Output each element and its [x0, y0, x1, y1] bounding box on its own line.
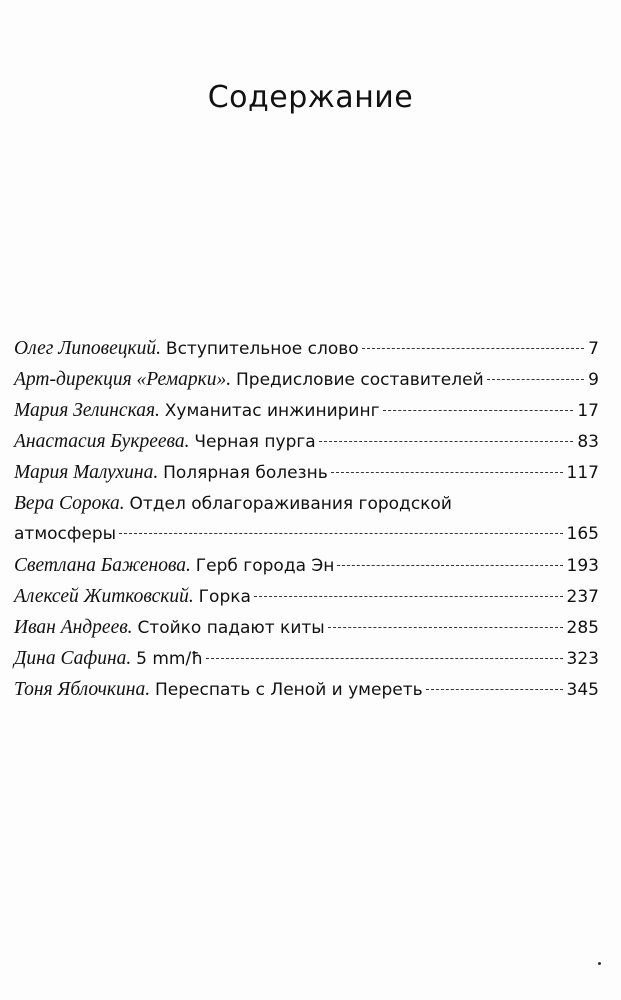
toc-entry: [14, 550, 599, 581]
toc-work: Отдел облагораживания городской: [129, 494, 452, 514]
toc-author: Арт-дирекция «Ремарки».: [14, 369, 232, 390]
toc-author: Вера Сорока.: [14, 493, 125, 514]
toc-work: 5 mm/ħ: [136, 649, 204, 669]
toc-entry: [14, 364, 599, 395]
toc-author: Анастасия Букреева.: [14, 431, 190, 452]
toc-entry: [14, 581, 599, 612]
toc-author: Олег Липовецкий.: [14, 338, 162, 359]
toc-entry: [14, 426, 599, 457]
toc-work: Черная пурга: [194, 432, 316, 452]
toc-page-number: 83: [577, 432, 599, 452]
toc-entry: [14, 488, 599, 550]
toc-author: Мария Малухина.: [14, 462, 159, 483]
toc-page-number: 117: [566, 463, 599, 483]
toc-entry: [14, 612, 599, 643]
dot-leader: [254, 596, 563, 597]
toc-entry: [14, 643, 599, 674]
toc-entry: [14, 333, 599, 364]
toc-work: Вступительное слово: [165, 339, 359, 359]
toc-page-number: 17: [577, 401, 599, 421]
toc-entry-first-line: [14, 488, 599, 519]
toc-entry: [14, 674, 599, 705]
toc-entry: [14, 457, 599, 488]
toc-work: Горка: [198, 587, 251, 607]
toc-work: Полярная болезнь: [163, 463, 328, 483]
toc-page-number: 345: [566, 680, 599, 700]
print-speck: [598, 962, 601, 965]
dot-leader: [487, 379, 585, 380]
toc-work: Хуманитас инжиниринг: [164, 401, 380, 421]
toc-author: Тоня Яблочкина.: [14, 679, 151, 700]
dot-leader: [319, 441, 574, 442]
dot-leader: [331, 472, 563, 473]
toc-page-number: 237: [566, 587, 599, 607]
dot-leader: [383, 410, 574, 411]
toc-page-number: 193: [566, 556, 599, 576]
toc-page-number: 7: [588, 339, 599, 359]
toc-work: Герб города Эн: [195, 556, 335, 576]
dot-leader: [119, 533, 562, 534]
toc-page-number: 9: [588, 370, 599, 390]
page-title: Содержание: [207, 80, 414, 115]
toc-entry: [14, 395, 599, 426]
toc-author: Светлана Баженова.: [14, 555, 191, 576]
toc-entry-second-line: [14, 519, 599, 550]
toc-work-continued: атмосферы: [14, 524, 117, 544]
toc-author: Иван Андреев.: [14, 617, 133, 638]
toc-page-number: 165: [566, 524, 599, 544]
dot-leader: [328, 627, 563, 628]
dot-leader: [206, 658, 563, 659]
toc-author: Дина Сафина.: [14, 648, 132, 669]
dot-leader: [362, 348, 584, 349]
toc-work: Предисловие составителей: [236, 370, 484, 390]
toc-author: Алексей Житковский.: [14, 586, 194, 607]
toc-work: Стойко падают киты: [137, 618, 325, 638]
dot-leader: [337, 565, 562, 566]
dot-leader: [426, 689, 563, 690]
toc-page-number: 285: [566, 618, 599, 638]
toc-work: Переспать с Леной и умереть: [154, 680, 423, 700]
table-of-contents: [14, 333, 599, 705]
toc-page-number: 323: [566, 649, 599, 669]
toc-author: Мария Зелинская.: [14, 400, 160, 421]
